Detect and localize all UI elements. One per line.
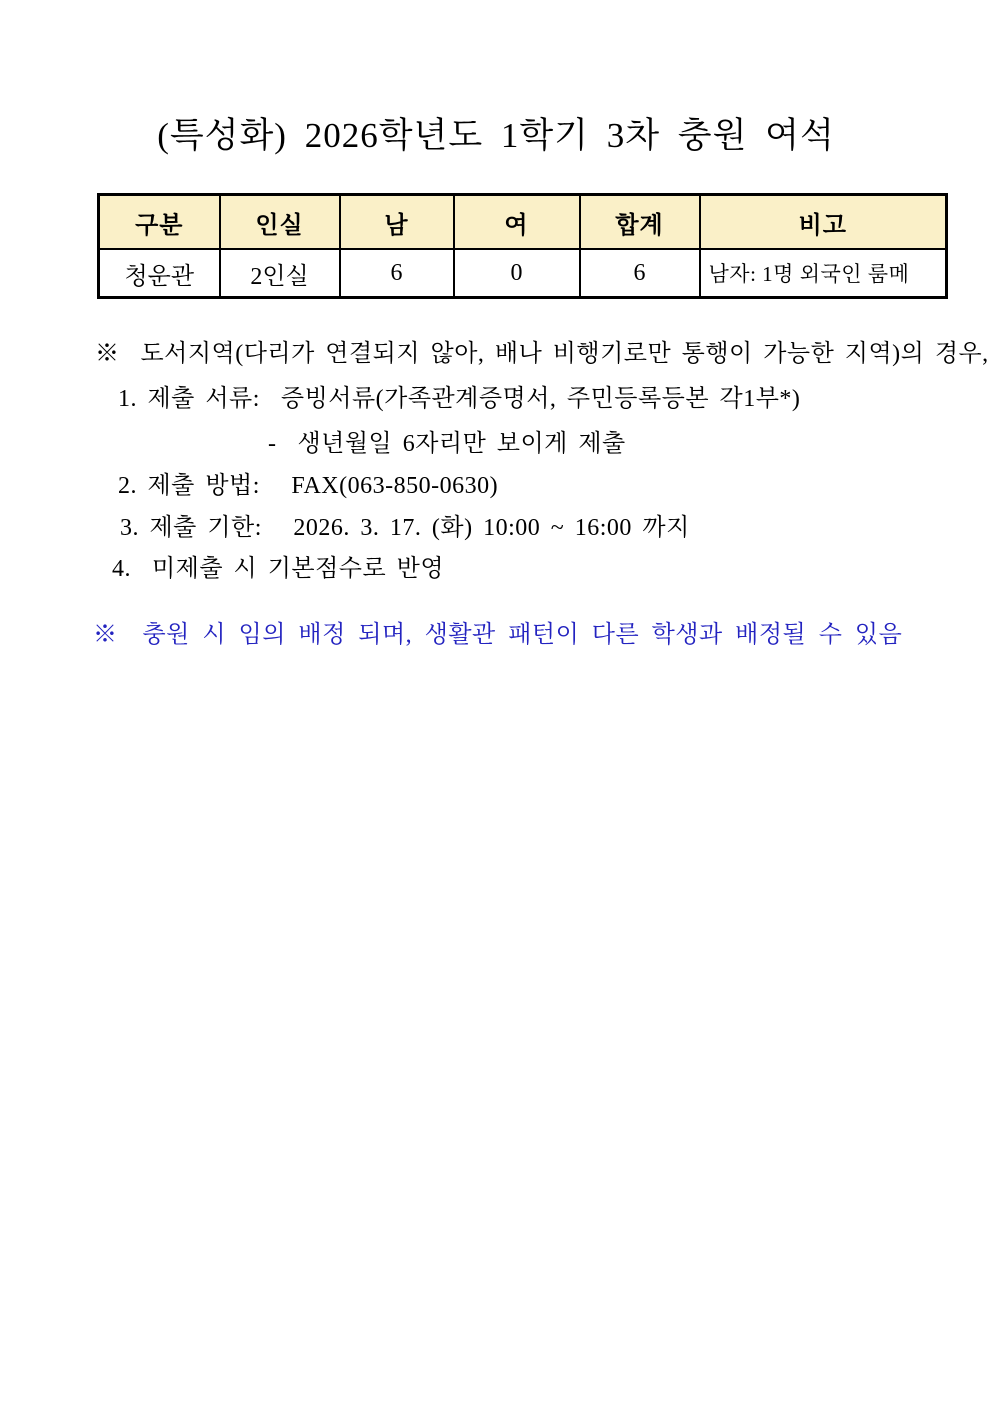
table-header-room-type: 인실: [220, 195, 340, 250]
table-cell-total: 6: [580, 249, 700, 298]
table-cell-remarks: 남자: 1명 외국인 룸메: [700, 249, 947, 298]
vacancy-table: [97, 193, 948, 299]
note-item-1: 1. 제출 서류: 증빙서류(가족관계증명서, 주민등록등본 각1부*): [118, 386, 801, 412]
note-item-2: 2. 제출 방법: FAX(063-850-0630): [118, 473, 499, 499]
table-cell-room-type: 2인실: [220, 249, 340, 298]
note-item-4: 4. 미제출 시 기본점수로 반영: [112, 556, 445, 582]
note-island-case: ※ 도서지역(다리가 연결되지 않아, 배나 비행기로만 통행이 가능한 지역)의 경우,: [95, 341, 989, 367]
note-item-3: 3. 제출 기한: 2026. 3. 17. (화) 10:00 ~ 16:00 까지: [120, 515, 690, 541]
table-header-female: 여: [454, 195, 580, 250]
document-title: (특성화) 2026학년도 1학기 3차 충원 여석: [157, 116, 835, 155]
note-item-1-sub: - 생년월일 6자리만 보이게 제출: [268, 431, 626, 457]
table-cell-category: 청운관: [99, 249, 220, 298]
table-header-male: 남: [340, 195, 454, 250]
table-header-remarks: 비고: [700, 195, 947, 250]
table-header-total: 합계: [580, 195, 700, 250]
table-row: [99, 249, 947, 298]
table-cell-male: 6: [340, 249, 454, 298]
table-header-category: 구분: [99, 195, 220, 250]
table-header-row: [99, 195, 947, 250]
table-cell-female: 0: [454, 249, 580, 298]
note-random-assignment: ※ 충원 시 임의 배정 되며, 생활관 패턴이 다른 학생과 배정될 수 있음: [93, 622, 903, 648]
